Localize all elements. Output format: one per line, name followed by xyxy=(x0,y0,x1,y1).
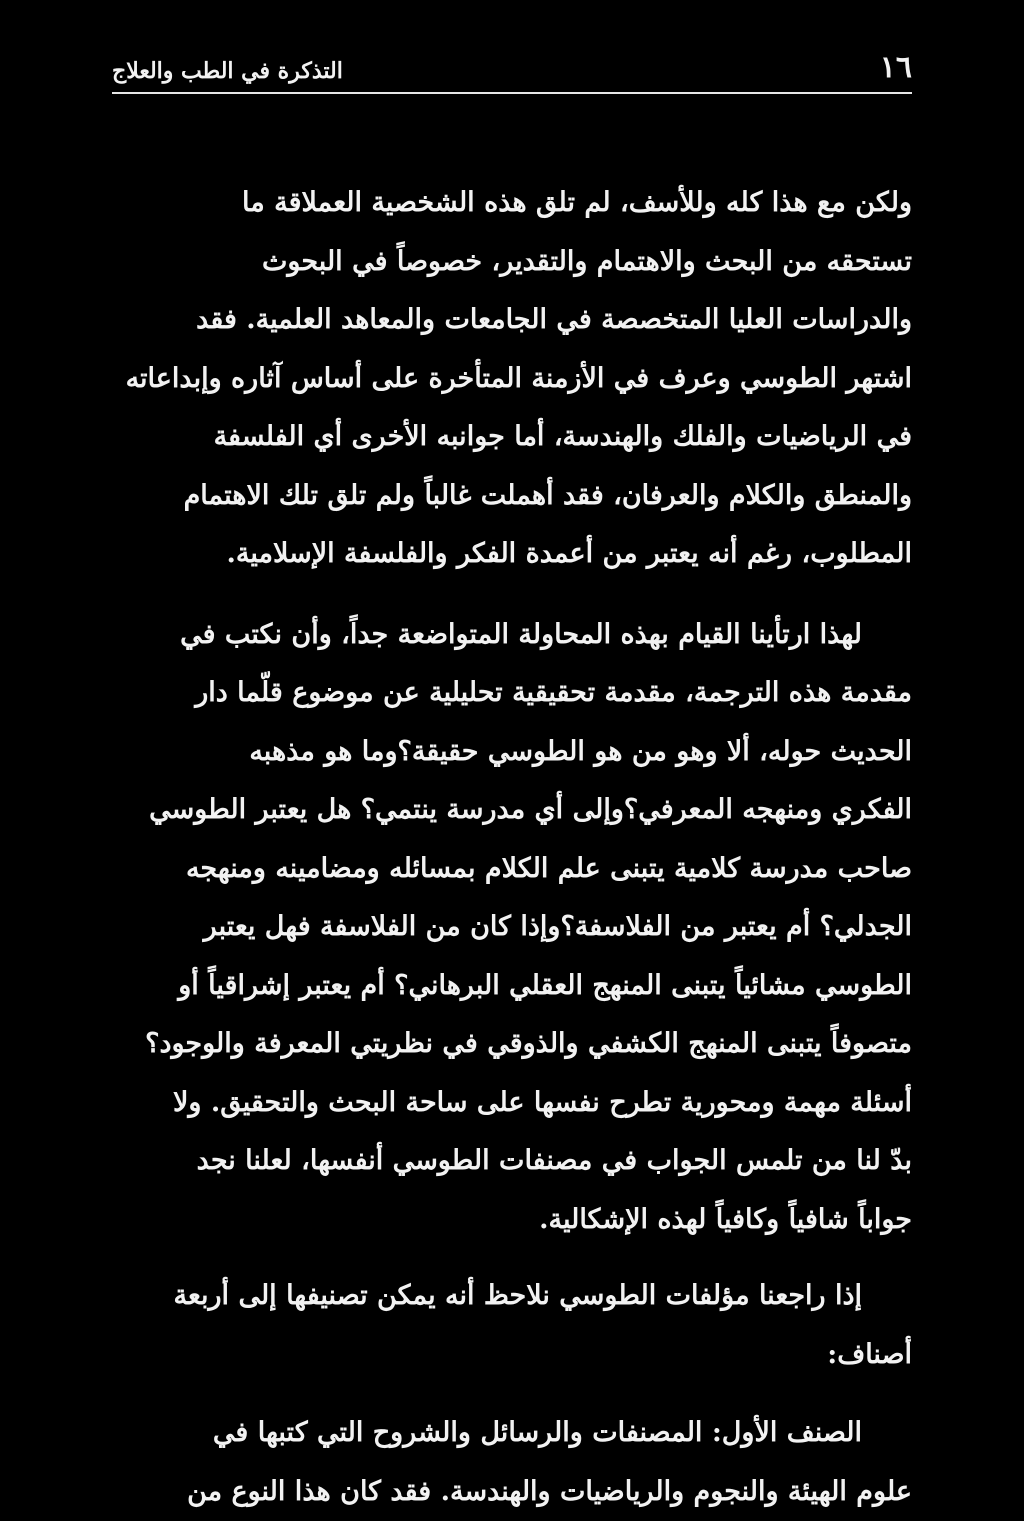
running-title: التذكرة في الطب والعلاج xyxy=(112,58,343,84)
text-line: الفكري ومنهجه المعرفي؟وإلى أي مدرسة ينتمي؟ هل يعتبر الطوسي xyxy=(112,781,912,840)
paragraph-3 xyxy=(112,1267,912,1384)
text-line: الجدلي؟ أم يعتبر من الفلاسفة؟وإذا كان من الفلاسفة فهل يعتبر xyxy=(112,898,912,957)
text-line: جواباً شافياً وكافياً لهذه الإشكالية. xyxy=(112,1191,912,1250)
text-line: لهذا ارتأينا القيام بهذه المحاولة المتواضعة جداً، وأن نكتب في xyxy=(112,606,912,665)
running-header xyxy=(112,48,912,94)
text-line: الحديث حوله، ألا وهو من هو الطوسي حقيقة؟وما هو مذهبه xyxy=(112,723,912,782)
text-line: صاحب مدرسة كلامية يتبنى علم الكلام بمسائله ومضامينه ومنهجه xyxy=(112,840,912,899)
text-line: بدّ لنا من تلمس الجواب في مصنفات الطوسي أنفسها، لعلنا نجد xyxy=(112,1132,912,1191)
text-line: أصناف: xyxy=(112,1326,912,1385)
text-line: والدراسات العليا المتخصصة في الجامعات والمعاهد العلمية. فقد xyxy=(112,291,912,350)
paragraph-4 xyxy=(112,1404,912,1521)
paragraph-1 xyxy=(112,174,912,584)
page-number: ١٦ xyxy=(880,52,912,84)
paragraph-2 xyxy=(112,606,912,1250)
text-line: الصنف الأول: المصنفات والرسائل والشروح التي كتبها في xyxy=(112,1404,912,1463)
text-line: الطوسي مشائياً يتبنى المنهج العقلي البرهاني؟ أم يعتبر إشراقياً أو xyxy=(112,957,912,1016)
text-line: إذا راجعنا مؤلفات الطوسي نلاحظ أنه يمكن تصنيفها إلى أربعة xyxy=(112,1267,912,1326)
text-line: ولكن مع هذا كله وللأسف، لم تلق هذه الشخصية العملاقة ما xyxy=(112,174,912,233)
text-line: تستحقه من البحث والاهتمام والتقدير، خصوصاً في البحوث xyxy=(112,233,912,292)
text-line: مقدمة هذه الترجمة، مقدمة تحقيقية تحليلية عن موضوع قلّما دار xyxy=(112,664,912,723)
text-line: المطلوب، رغم أنه يعتبر من أعمدة الفكر والفلسفة الإسلامية. xyxy=(112,525,912,584)
text-line: في الرياضيات والفلك والهندسة، أما جوانبه الأخرى أي الفلسفة xyxy=(112,408,912,467)
text-line: علوم الهيئة والنجوم والرياضيات والهندسة. فقد كان هذا النوع من xyxy=(112,1463,912,1521)
text-line: اشتهر الطوسي وعرف في الأزمنة المتأخرة على أساس آثاره وإبداعاته xyxy=(112,350,912,409)
text-line: متصوفاً يتبنى المنهج الكشفي والذوقي في نظريتي المعرفة والوجود؟ xyxy=(112,1015,912,1074)
text-line: والمنطق والكلام والعرفان، فقد أهملت غالباً ولم تلق تلك الاهتمام xyxy=(112,467,912,526)
text-line: أسئلة مهمة ومحورية تطرح نفسها على ساحة البحث والتحقيق. ولا xyxy=(112,1074,912,1133)
